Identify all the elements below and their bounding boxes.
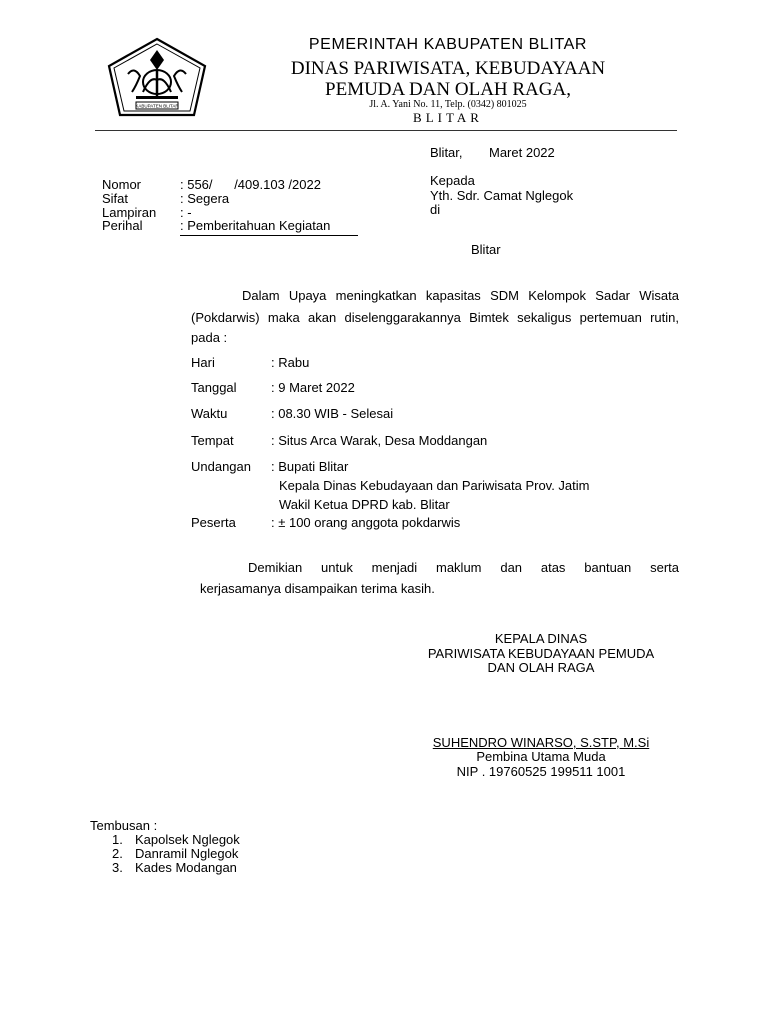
signature-name-wrap bbox=[400, 735, 682, 750]
meta-label-lampiran: Lampiran bbox=[102, 205, 157, 220]
detail-label-tempat: Tempat bbox=[191, 433, 234, 448]
tembusan-item-1: Kapolsek Nglegok bbox=[135, 832, 240, 847]
meta-value-perihal: : Pemberitahuan Kegiatan bbox=[180, 218, 331, 233]
meta-label-sifat: Sifat bbox=[102, 191, 129, 206]
emblem-banner-text: KABUPATEN BLITAR bbox=[135, 103, 179, 109]
detail-value-tanggal: : 9 Maret 2022 bbox=[271, 380, 355, 395]
office-address: Jl. A. Yani No. 11, Telp. (0342) 801025 bbox=[369, 99, 527, 110]
detail-label-peserta: Peserta bbox=[191, 515, 236, 530]
recipient-name: Yth. Sdr. Camat Nglegok bbox=[430, 188, 574, 203]
tembusan-heading: Tembusan : bbox=[90, 818, 158, 833]
undangan-extra-2: Wakil Ketua DPRD kab. Blitar bbox=[279, 497, 450, 512]
undangan-extra-1: Kepala Dinas Kebudayaan dan Pariwisata Prov. Jatim bbox=[279, 478, 590, 493]
letter-date: Maret 2022 bbox=[489, 145, 555, 160]
detail-value-hari: : Rabu bbox=[271, 355, 310, 370]
intro-line-3: pada : bbox=[191, 330, 228, 345]
meta-value-nomor: : 556/ /409.103 /2022 bbox=[180, 177, 321, 192]
perihal-underline bbox=[180, 235, 358, 236]
detail-value-waktu: : 08.30 WIB - Selesai bbox=[271, 406, 394, 421]
tembusan-num-1: 1. bbox=[112, 832, 123, 847]
government-title: PEMERINTAH KABUPATEN BLITAR bbox=[308, 36, 588, 53]
signature-title-3: DAN OLAH RAGA bbox=[487, 660, 595, 675]
detail-value-peserta: : ± 100 orang anggota pokdarwis bbox=[271, 515, 461, 530]
meta-value-lampiran: : - bbox=[180, 205, 192, 220]
recipient-kepada: Kepada bbox=[430, 173, 475, 188]
detail-value-undangan: : Bupati Blitar bbox=[271, 459, 349, 474]
detail-value-tempat: : Situs Arca Warak, Desa Moddangan bbox=[271, 433, 488, 448]
signature-name: SUHENDRO WINARSO, S.STP, M.Si bbox=[432, 735, 650, 750]
signature-rank: Pembina Utama Muda bbox=[476, 749, 606, 764]
closing-line-2: kerjasamanya disampaikan terima kasih. bbox=[200, 581, 435, 596]
signature-title-1: KEPALA DINAS bbox=[494, 631, 588, 646]
kabupaten-blitar-emblem bbox=[106, 36, 208, 118]
office-city: BLITAR bbox=[413, 110, 483, 125]
signature-nip: NIP . 19760525 199511 1001 bbox=[456, 764, 626, 779]
meta-label-nomor: Nomor bbox=[102, 177, 142, 192]
letterhead-divider bbox=[95, 130, 677, 131]
intro-line-1: Dalam Upaya meningkatkan kapasitas SDM Kelompok Sadar Wisata bbox=[242, 288, 679, 303]
signature-title-2: PARIWISATA KEBUDAYAAN PEMUDA bbox=[427, 646, 655, 661]
detail-label-waktu: Waktu bbox=[191, 406, 228, 421]
meta-value-sifat: : Segera bbox=[180, 191, 230, 206]
tembusan-item-2: Danramil Nglegok bbox=[135, 846, 239, 861]
detail-label-hari: Hari bbox=[191, 355, 215, 370]
tembusan-num-3: 3. bbox=[112, 860, 123, 875]
tembusan-num-2: 2. bbox=[112, 846, 123, 861]
meta-label-perihal: Perihal bbox=[102, 218, 143, 233]
office-name-line2: PEMUDA DAN OLAH RAGA, bbox=[325, 79, 571, 100]
closing-line-1: Demikian untuk menjadi maklum dan atas bantuan serta bbox=[248, 560, 679, 575]
recipient-city: Blitar bbox=[471, 242, 501, 257]
recipient-di: di bbox=[430, 202, 441, 217]
detail-label-undangan: Undangan bbox=[191, 459, 251, 474]
tembusan-item-3: Kades Modangan bbox=[135, 860, 237, 875]
letter-place: Blitar, bbox=[430, 145, 463, 160]
intro-line-2: (Pokdarwis) maka akan diselenggarakannya Bimtek sekaligus pertemuan rutin, bbox=[191, 310, 679, 325]
office-name-line1: DINAS PARIWISATA, KEBUDAYAAN bbox=[290, 58, 606, 79]
detail-label-tanggal: Tanggal bbox=[191, 380, 237, 395]
emblem-center-figure bbox=[128, 50, 186, 99]
